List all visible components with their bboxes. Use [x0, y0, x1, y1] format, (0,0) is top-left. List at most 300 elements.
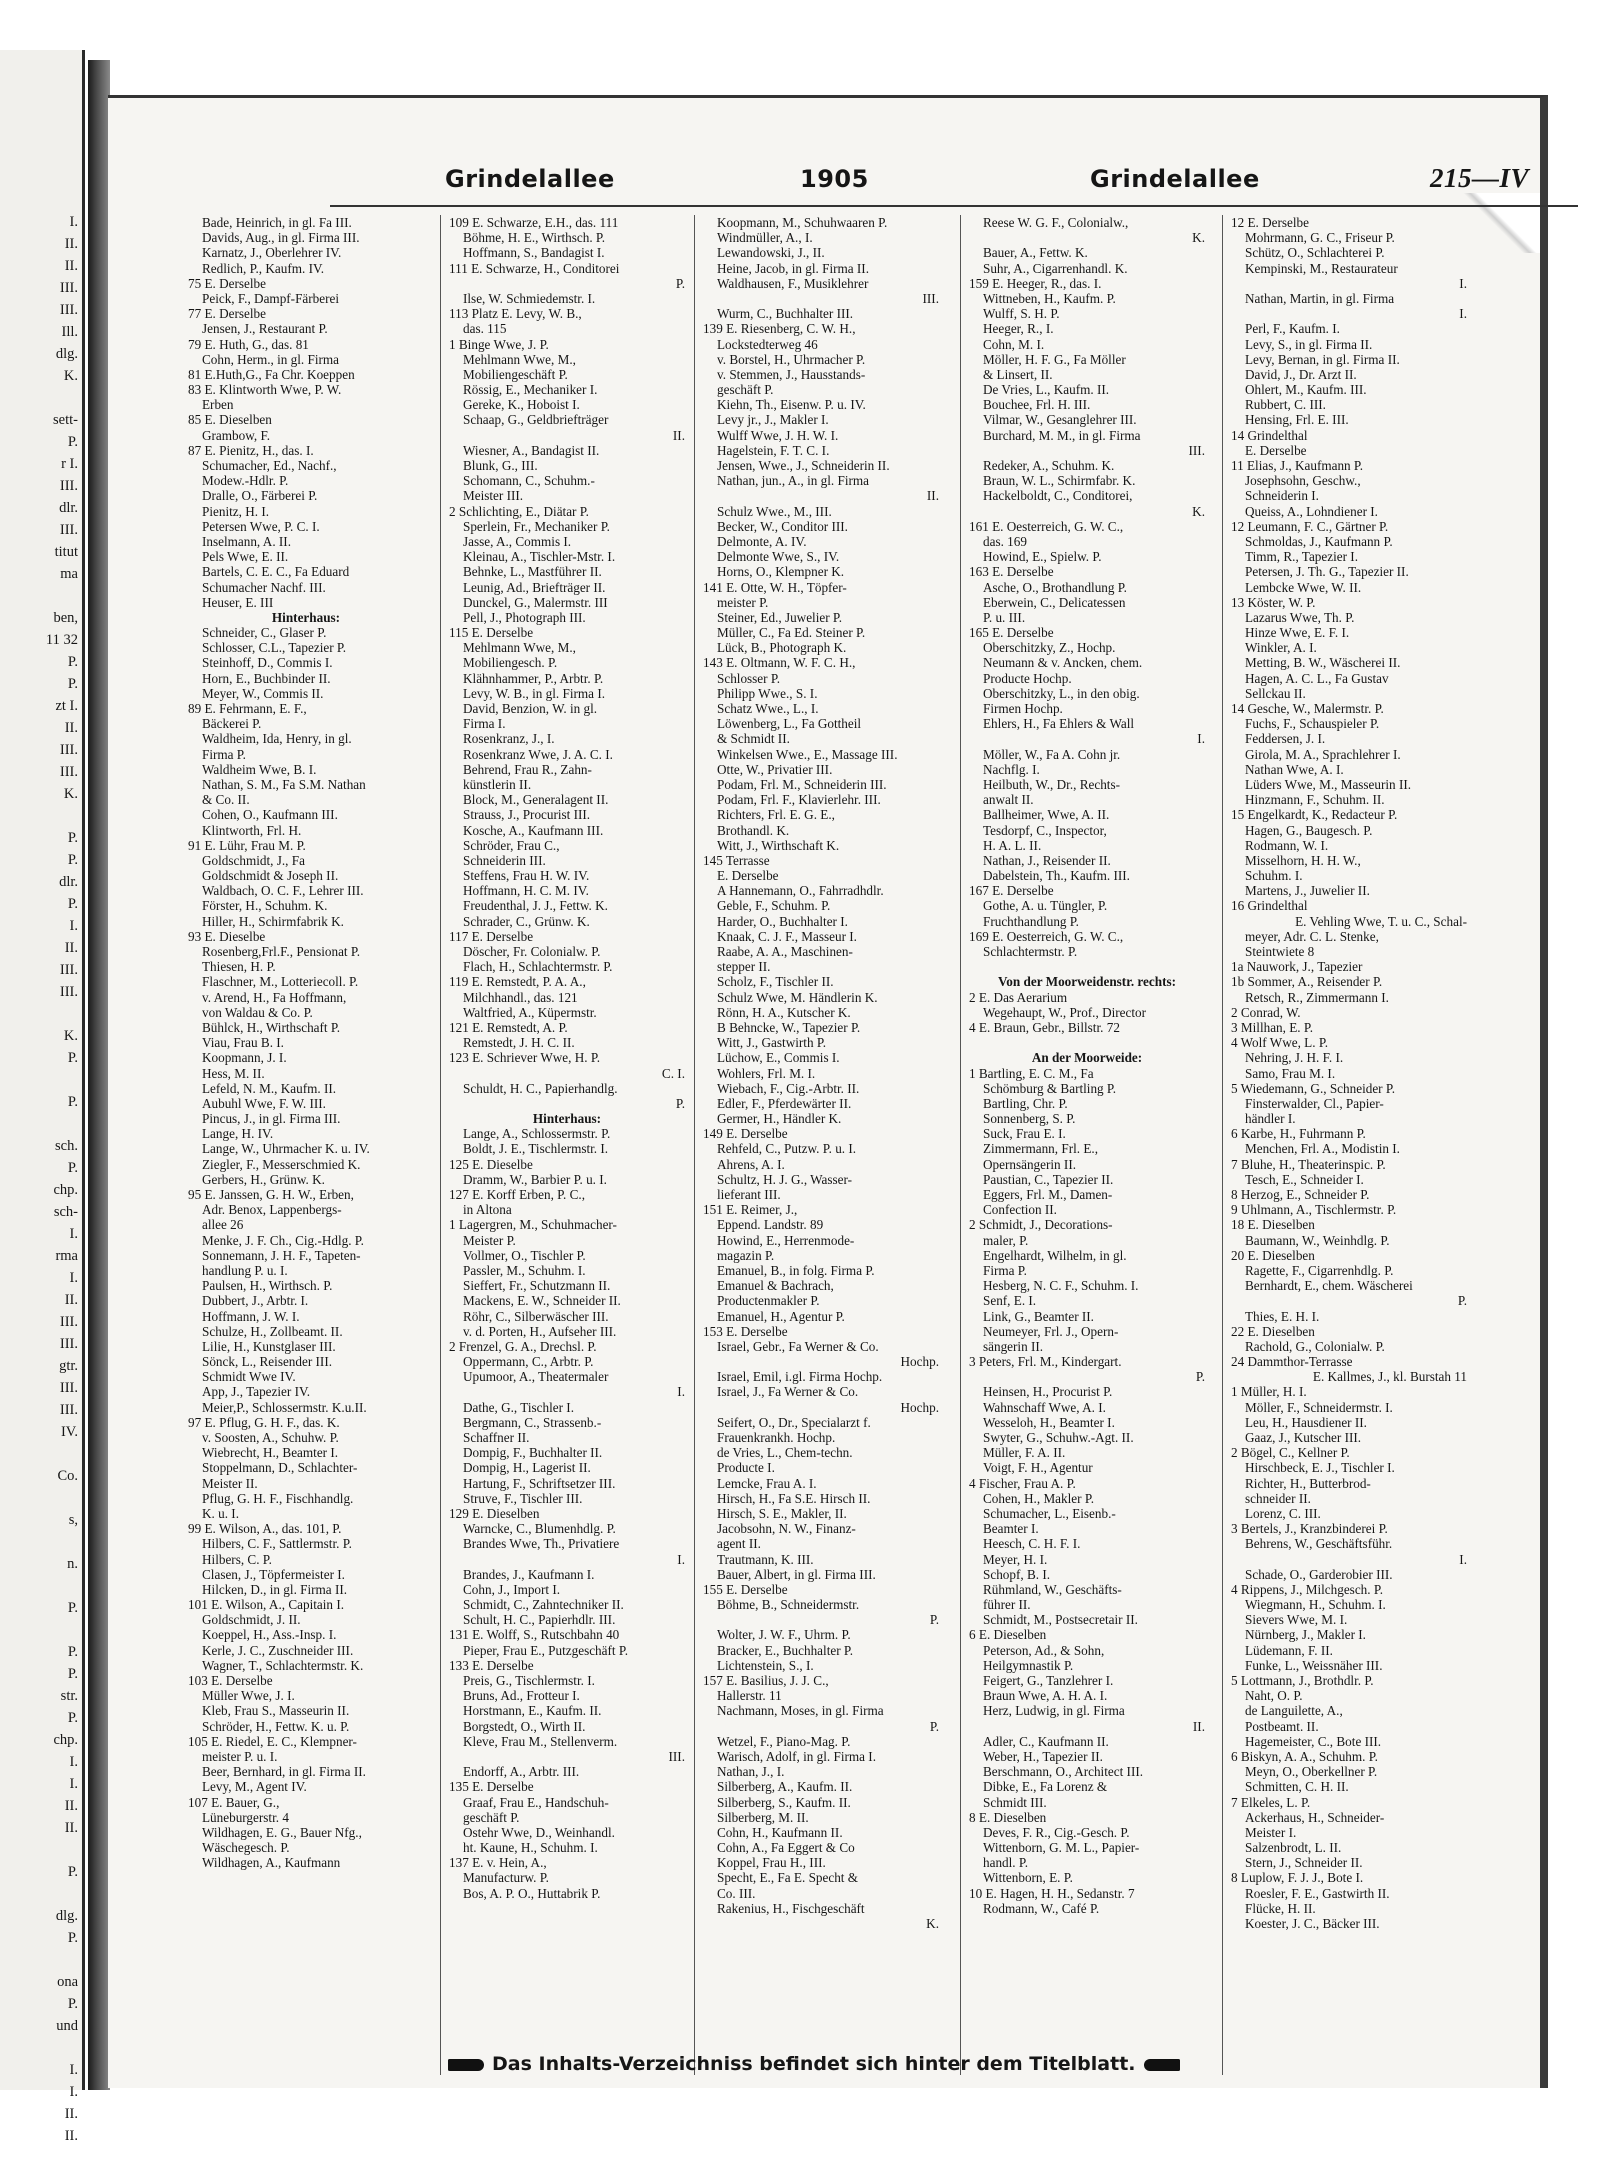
- directory-entry-line: 1 Lagergren, M., Schuhmacher-: [449, 1217, 617, 1233]
- directory-entry-line: Wildhagen, E. G., Bauer Nfg.,: [202, 1824, 362, 1840]
- directory-entry-line: Schuldt, H. C., Papierhandlg.: [463, 1080, 618, 1096]
- directory-entry-line: Upumoor, A., Theatermaler: [463, 1369, 609, 1385]
- directory-entry-line: Bühlck, H., Wirthschaft P.: [202, 1019, 341, 1035]
- directory-entry-line: Lüders Wwe, M., Masseurin II.: [1245, 776, 1412, 792]
- directory-column-3: [703, 215, 939, 2075]
- directory-entry-line: 2 Conrad, W.: [1231, 1004, 1301, 1020]
- directory-entry-line: 16 Grindelthal: [1231, 898, 1308, 914]
- previous-page-fragment: P.: [67, 676, 78, 692]
- previous-page-fragment: I.: [69, 1754, 78, 1770]
- previous-page-fragment: und: [56, 2018, 78, 2034]
- directory-entry-line: Girola, M. A., Sprachlehrer I.: [1245, 746, 1401, 762]
- directory-entry-line: 14 Gesche, W., Malermstr. P.: [1231, 701, 1384, 716]
- directory-entry-line: Heeger, R., I.: [983, 321, 1054, 337]
- previous-page-fragment: III.: [59, 1380, 78, 1396]
- directory-entry-line: 91 E. Lühr, Frau M. P.: [188, 837, 306, 853]
- directory-entry-line: Heilbuth, W., Dr., Rechts-: [983, 776, 1120, 792]
- directory-entry-line: Waltfried, A., Küpermstr.: [463, 1004, 597, 1020]
- directory-entry-line: Germer, H., Händler K.: [717, 1111, 842, 1127]
- directory-entry-line: Richters, Frl. E. G. E.,: [717, 807, 835, 823]
- directory-entry-line: Freudenthal, J. J., Fettw. K.: [463, 898, 608, 914]
- directory-entry-line: 9 Uhlmann, A., Tischlermstr. P.: [1231, 1202, 1397, 1218]
- directory-entry-line: Warisch, Adolf, in gl. Firma I.: [717, 1748, 876, 1764]
- directory-entry-line: 89 E. Fehrmann, E. F.,: [188, 701, 307, 716]
- directory-entry-line: Borgstedt, O., Wirth II.: [463, 1718, 586, 1734]
- directory-entry-line: Röhr, C., Silberwäscher III.: [463, 1308, 609, 1324]
- directory-entry-line: 14 Grindelthal: [1231, 427, 1308, 443]
- directory-entry-line: Podam, Frl. F., Klavierlehr. III.: [717, 792, 881, 808]
- directory-entry-line: P.: [1457, 1293, 1467, 1309]
- directory-entry-line: 133 E. Derselbe: [449, 1657, 534, 1673]
- directory-entry-line: 93 E. Dieselbe: [188, 928, 266, 944]
- directory-entry-line: Jacobsohn, N. W., Finanz-: [717, 1521, 856, 1537]
- directory-entry-line: Oberschitzky, L., in den obig.: [983, 685, 1140, 701]
- page-header: [0, 165, 1600, 195]
- directory-entry-line: H. A. L. II.: [983, 837, 1042, 853]
- directory-entry-line: Sievers Wwe, M. I.: [1245, 1612, 1348, 1628]
- directory-entry-line: Davids, Aug., in gl. Firma III.: [202, 230, 360, 246]
- directory-entry-line: Pieper, Frau E., Putzgeschäft P.: [463, 1642, 629, 1658]
- directory-entry-line: 131 E. Wolff, S., Rutschbahn 40: [449, 1627, 620, 1643]
- directory-entry-line: Möller, F., Schneidermstr. I.: [1245, 1399, 1393, 1415]
- directory-entry-line: Schröder, Frau C.,: [463, 837, 560, 853]
- directory-entry-line: 121 E. Remstedt, A. P.: [449, 1019, 568, 1035]
- directory-entry-line: & Co. II.: [202, 792, 250, 808]
- directory-entry-line: 151 E. Reimer, J.,: [703, 1202, 798, 1218]
- directory-entry-line: P.: [929, 1718, 939, 1734]
- directory-entry-line: meister P.: [717, 594, 769, 610]
- directory-entry-line: Viau, Frau B. I.: [202, 1035, 284, 1051]
- directory-entry-line: Schumacher, L., Eisenb.-: [983, 1505, 1116, 1521]
- directory-entry-line: Hartung, F., Schriftsetzer III.: [463, 1475, 616, 1491]
- directory-entry-line: Weber, H., Tapezier II.: [983, 1748, 1103, 1764]
- directory-entry-line: Karnatz, J., Oberlehrer IV.: [202, 245, 342, 261]
- directory-entry-line: 4 Rippens, J., Milchgesch. P.: [1231, 1581, 1384, 1597]
- directory-entry-line: v. d. Porten, H., Aufseher III.: [463, 1323, 617, 1339]
- directory-entry-line: Koppel, Frau H., III.: [717, 1855, 826, 1871]
- directory-entry-line: Petersen, J. Th. G., Tapezier II.: [1245, 564, 1409, 580]
- directory-entry-line: 83 E. Klintworth Wwe, P. W.: [188, 382, 342, 398]
- directory-entry-line: Hilbers, C. P.: [202, 1551, 272, 1567]
- directory-entry-line: Adr. Benox, Lappenbergs-: [202, 1202, 342, 1218]
- directory-entry-line: Wolter, J. W. F., Uhrm. P.: [717, 1627, 851, 1643]
- directory-entry-line: Redeker, A., Schuhm. K.: [983, 458, 1115, 473]
- previous-page-fragment: P.: [67, 830, 78, 846]
- directory-entry-line: das. 115: [463, 321, 507, 337]
- directory-entry-line: Levy, S., in gl. Firma II.: [1245, 336, 1373, 352]
- directory-entry-line: Leunig, Ad., Briefträger II.: [463, 579, 606, 595]
- previous-page-fragment: III.: [59, 302, 78, 318]
- directory-entry-line: v. Soosten, A., Schuhw. P.: [202, 1430, 339, 1445]
- directory-entry-line: Rehfeld, C., Putzw. P. u. I.: [717, 1141, 857, 1157]
- directory-entry-line: Postbeamt. II.: [1245, 1718, 1319, 1734]
- directory-entry-line: Schneiderin I.: [1245, 488, 1319, 504]
- directory-entry-line: E. Vehling Wwe, T. u. C., Schal-: [1295, 913, 1467, 929]
- directory-entry-line: Jasse, A., Commis I.: [463, 533, 572, 549]
- directory-entry-line: Clasen, J., Töpfermeister I.: [202, 1566, 345, 1582]
- directory-entry-line: Dabelstein, Th., Kaufm. III.: [983, 868, 1130, 884]
- directory-entry-line: Goldschmidt & Joseph II.: [202, 868, 339, 884]
- directory-entry-line: Leu, H., Hausdiener II.: [1245, 1414, 1367, 1430]
- directory-entry-line: Müller, F. A. II.: [983, 1445, 1066, 1461]
- directory-entry-line: Philipp Wwe., S. I.: [717, 685, 818, 701]
- directory-entry-line: Specht, E., Fa E. Specht &: [717, 1870, 859, 1886]
- directory-entry-line: Silberberg, A., Kaufm. II.: [717, 1779, 853, 1795]
- previous-page-fragment: sett-: [53, 412, 78, 428]
- directory-entry-line: Geble, F., Schuhm. P.: [717, 898, 831, 914]
- directory-entry-line: Emanuel, H., Agentur P.: [717, 1308, 845, 1324]
- previous-page-fragment: ben,: [53, 610, 78, 626]
- directory-entry-line: Schmidt III.: [983, 1794, 1047, 1810]
- directory-entry-line: Ballheimer, Wwe, A. II.: [983, 807, 1110, 823]
- directory-entry-line: Schulze, H., Zollbeamt. II.: [202, 1323, 343, 1339]
- previous-page-fragment: P.: [67, 1160, 78, 1176]
- directory-entry-line: Kempinski, M., Restaurateur: [1245, 260, 1398, 276]
- directory-entry-line: Modew.-Hdlr. P.: [202, 473, 289, 489]
- directory-entry-line: Rakenius, H., Fischgeschäft: [717, 1900, 865, 1916]
- directory-entry-line: Feddersen, J. I.: [1245, 731, 1326, 747]
- directory-entry-line: Gaaz, J., Kutscher III.: [1245, 1430, 1362, 1445]
- directory-entry-line: Menke, J. F. Ch., Cig.-Hdlg. P.: [202, 1232, 364, 1248]
- directory-entry-line: K.: [1192, 503, 1205, 519]
- column-divider: [694, 215, 695, 2075]
- directory-entry-line: Oppermann, C., Arbtr. P.: [463, 1354, 594, 1370]
- directory-entry-line: Graaf, Frau E., Handschuh-: [463, 1794, 609, 1810]
- directory-entry-line: 119 E. Remstedt, P. A. A.,: [449, 974, 586, 990]
- directory-entry-line: Ahrens, A. I.: [717, 1156, 785, 1172]
- directory-entry-line: Schuhm. I.: [1245, 868, 1303, 884]
- directory-entry-line: Ragette, F., Cigarrenhdlg. P.: [1245, 1262, 1394, 1278]
- previous-page-fragment: s,: [68, 1512, 78, 1528]
- directory-entry-line: Witt, J., Gastwirth P.: [717, 1035, 827, 1051]
- directory-entry-line: Schlosser P.: [717, 670, 781, 686]
- directory-entry-line: stepper II.: [717, 959, 771, 975]
- directory-entry-line: Fruchthandlung P.: [983, 913, 1079, 929]
- directory-entry-line: III.: [922, 290, 939, 306]
- directory-entry-line: Voigt, F. H., Agentur: [983, 1460, 1093, 1476]
- directory-entry-line: Lüdemann, F. II.: [1245, 1642, 1333, 1658]
- directory-entry-line: 149 E. Derselbe: [703, 1126, 788, 1142]
- directory-entry-line: & Linsert, II.: [983, 366, 1053, 382]
- directory-entry-line: Herz, Ludwig, in gl. Firma: [983, 1703, 1125, 1719]
- directory-entry-line: Ehlers, H., Fa Ehlers & Wall: [983, 716, 1135, 732]
- directory-entry-line: Pell, J., Photograph III.: [463, 609, 586, 625]
- directory-entry-line: Wiesner, A., Bandagist II.: [463, 442, 600, 458]
- directory-entry-line: Steinhoff, D., Commis I.: [202, 655, 333, 671]
- directory-entry-line: Perl, F., Kaufm. I.: [1245, 321, 1340, 337]
- directory-entry-line: Koeppel, H., Ass.-Insp. I.: [202, 1627, 337, 1643]
- directory-entry-line: Firma P.: [202, 746, 246, 762]
- directory-entry-line: Dibke, E., Fa Lorenz &: [983, 1779, 1108, 1795]
- directory-entry-line: Hiller, H., Schirmfabrik K.: [202, 913, 344, 929]
- directory-entry-line: Paustian, C., Tapezier II.: [983, 1171, 1114, 1187]
- directory-entry-line: Raabe, A. A., Maschinen-: [717, 944, 853, 959]
- directory-entry-line: Böhme, B., Schneidermstr.: [717, 1597, 860, 1613]
- previous-page-fragment: str.: [60, 1688, 78, 1704]
- directory-entry-line: 87 E. Pienitz, H., das. I.: [188, 442, 314, 458]
- directory-entry-line: Klintworth, Frl. H.: [202, 822, 302, 838]
- directory-entry-line: Flach, H., Schlachtermstr. P.: [463, 959, 613, 975]
- previous-page-fragment: P.: [67, 434, 78, 450]
- directory-entry-line: Swyter, G., Schuhw.-Agt. II.: [983, 1430, 1134, 1445]
- directory-entry-line: 165 E. Derselbe: [969, 625, 1054, 641]
- directory-entry-line: I.: [1459, 275, 1467, 291]
- directory-entry-line: Von der Moorweidenstr. rechts:: [997, 974, 1176, 990]
- previous-page-fragment: III.: [59, 1314, 78, 1330]
- directory-entry-line: 139 E. Riesenberg, C. W. H.,: [703, 321, 856, 337]
- header-page-number: 215—IV: [1430, 163, 1530, 193]
- directory-entry-line: 1a Nauwork, J., Tapezier: [1231, 959, 1363, 975]
- directory-entry-line: Metting, B. W., Wäscherei II.: [1245, 655, 1401, 671]
- directory-entry-line: 75 E. Derselbe: [188, 275, 266, 291]
- directory-entry-line: Mehlmann Wwe, M.,: [463, 640, 576, 656]
- previous-page-fragment: Ill.: [61, 324, 78, 340]
- directory-entry-line: Bruns, Ad., Frotteur I.: [463, 1688, 580, 1704]
- directory-entry-line: Producte I.: [717, 1460, 775, 1476]
- directory-entry-line: künstlerin II.: [463, 776, 532, 792]
- directory-entry-line: 5 Lottmann, J., Brothdlr. P.: [1231, 1673, 1374, 1688]
- directory-entry-line: Steiner, Ed., Juwelier P.: [717, 609, 843, 625]
- directory-entry-line: Förster, H., Schuhm. K.: [202, 898, 328, 914]
- directory-entry-line: Tesdorpf, C., Inspector,: [983, 822, 1107, 838]
- directory-entry-line: II.: [926, 488, 939, 504]
- directory-entry-line: führer II.: [983, 1597, 1031, 1613]
- directory-entry-line: 2 Schmidt, J., Decorations-: [969, 1217, 1113, 1233]
- directory-entry-line: P.: [675, 275, 685, 291]
- directory-entry-line: Frauenkrankh. Hochp.: [717, 1430, 836, 1445]
- directory-entry-line: Schulz Wwe, M. Händlerin K.: [717, 989, 878, 1005]
- directory-entry-line: Löwenberg, L., Fa Gottheil: [717, 716, 862, 732]
- directory-entry-line: Schaap, G., Geldbriefträger: [463, 412, 609, 428]
- directory-entry-line: Koester, J. C., Bäcker III.: [1245, 1916, 1380, 1931]
- directory-entry-line: Steffens, Frau H. W. IV.: [463, 868, 590, 884]
- directory-entry-line: David, J., Dr. Arzt II.: [1245, 366, 1357, 382]
- directory-entry-line: Hackelboldt, C., Conditorei,: [983, 488, 1133, 504]
- previous-page-fragment: III.: [59, 478, 78, 494]
- directory-entry-line: Opernsängerin II.: [983, 1156, 1077, 1172]
- directory-entry-line: Möller, H. F. G., Fa Möller: [983, 351, 1126, 367]
- directory-entry-line: Stern, J., Schneider II.: [1245, 1855, 1363, 1871]
- directory-entry-line: Senf, E. I.: [983, 1293, 1037, 1309]
- directory-entry-line: Dramm, W., Barbier P. u. I.: [463, 1171, 607, 1187]
- directory-entry-line: Bos, A. P. O., Huttabrik P.: [463, 1885, 601, 1901]
- directory-entry-line: E. Derselbe: [717, 868, 779, 884]
- previous-page-fragment: ma: [60, 566, 78, 582]
- directory-entry-line: Link, G., Beamter II.: [983, 1308, 1094, 1324]
- directory-entry-line: Wohlers, Frl. M. I.: [717, 1065, 816, 1081]
- previous-page-fragment: III.: [59, 764, 78, 780]
- directory-entry-line: Ziegler, F., Messerschmied K.: [202, 1156, 361, 1172]
- previous-page-fragment: II.: [64, 1798, 78, 1814]
- directory-entry-line: 2 Bögel, C., Kellner P.: [1231, 1445, 1350, 1461]
- directory-entry-line: von Waldau & Co. P.: [202, 1004, 313, 1020]
- directory-entry-line: P.: [1195, 1369, 1205, 1385]
- directory-entry-line: Schlachtermstr. P.: [983, 944, 1078, 959]
- directory-entry-line: Schatz Wwe., L., I.: [717, 701, 819, 716]
- directory-entry-line: 79 E. Huth, G., das. 81: [188, 336, 309, 352]
- directory-entry-line: 125 E. Dieselbe: [449, 1156, 533, 1172]
- directory-entry-line: A Hannemann, O., Fahrradhdlr.: [717, 883, 884, 899]
- directory-entry-line: Finsterwalder, Cl., Papier-: [1245, 1095, 1384, 1111]
- directory-entry-line: Winkelsen Wwe., E., Massage III.: [717, 746, 898, 762]
- previous-page-fragment: I.: [69, 1270, 78, 1286]
- directory-entry-line: Nachmann, Moses, in gl. Firma: [717, 1703, 884, 1719]
- directory-entry-line: Goldschmidt, J. II.: [202, 1612, 301, 1628]
- directory-entry-line: 99 E. Wilson, A., das. 101, P.: [188, 1521, 342, 1537]
- directory-entry-line: Waldhausen, F., Musiklehrer: [717, 275, 869, 291]
- directory-entry-line: Nürnberg, J., Makler I.: [1245, 1627, 1366, 1643]
- directory-entry-line: Remstedt, J. H. C. II.: [463, 1035, 575, 1051]
- directory-entry-line: Manufacturw. P.: [463, 1870, 549, 1886]
- directory-entry-line: Hoffmann, S., Bandagist I.: [463, 245, 605, 261]
- directory-entry-line: Wäschegesch. P.: [202, 1840, 290, 1856]
- directory-entry-line: Horstmann, E., Kaufm. II.: [463, 1703, 602, 1719]
- directory-entry-line: Brandes Wwe, Th., Privatiere: [463, 1536, 620, 1552]
- directory-entry-line: Levy, Bernan, in gl. Firma II.: [1245, 351, 1400, 367]
- directory-entry-line: Passler, M., Schuhm. I.: [463, 1262, 586, 1278]
- directory-entry-line: Kerle, J. C., Zuschneider III.: [202, 1642, 354, 1658]
- directory-entry-line: Sonnenberg, S. P.: [983, 1111, 1076, 1127]
- directory-entry-line: E. Kallmes, J., kl. Burstah 11: [1312, 1369, 1467, 1385]
- directory-entry-line: Sperlein, Fr., Mechaniker P.: [463, 518, 610, 534]
- directory-entry-line: 4 E. Braun, Gebr., Billstr. 72: [969, 1019, 1120, 1035]
- directory-entry-line: Hirschbeck, E. J., Tischler I.: [1245, 1460, 1395, 1476]
- directory-entry-line: Hesberg, N. C. F., Schuhm. I.: [983, 1278, 1139, 1294]
- directory-entry-line: Bracker, E., Buchhalter P.: [717, 1642, 854, 1658]
- directory-entry-line: Bauer, A., Fettw. K.: [983, 245, 1088, 261]
- directory-entry-line: Cohen, H., Makler P.: [983, 1490, 1094, 1506]
- directory-entry-line: Wulff, S. H. P.: [983, 306, 1060, 322]
- previous-page-fragment: sch-: [53, 1204, 78, 1220]
- directory-entry-line: 8 Luplow, F. J. J., Bote I.: [1231, 1870, 1364, 1886]
- directory-entry-line: Schumacher Nachf. III.: [202, 579, 326, 595]
- directory-entry-line: Nathan, Martin, in gl. Firma: [1245, 290, 1395, 306]
- directory-entry-line: Lemcke, Frau A. I.: [717, 1475, 817, 1491]
- directory-entry-line: K. u. I.: [202, 1505, 239, 1521]
- directory-entry-line: Dunckel, G., Malermstr. III: [463, 594, 608, 610]
- directory-entry-line: Strauss, J., Procurist III.: [463, 807, 591, 823]
- directory-entry-line: Waldbach, O. C. F., Lehrer III.: [202, 883, 364, 899]
- directory-entry-line: Müller Wwe, J. I.: [202, 1688, 295, 1704]
- directory-entry-line: 5 Wiedemann, G., Schneider P.: [1231, 1080, 1396, 1096]
- directory-entry-line: Redlich, P., Kaufm. IV.: [202, 260, 325, 276]
- directory-entry-line: Menchen, Frl. A., Modistin I.: [1245, 1141, 1400, 1157]
- directory-entry-line: Israel, Gebr., Fa Werner & Co.: [717, 1338, 879, 1354]
- directory-entry-line: 18 E. Dieselben: [1231, 1217, 1315, 1233]
- directory-entry-line: geschäft P.: [463, 1809, 520, 1825]
- directory-entry-line: 163 E. Derselbe: [969, 564, 1054, 580]
- directory-entry-line: Rosenkranz Wwe, J. A. C. I.: [463, 746, 613, 762]
- directory-entry-line: Suck, Frau E. I.: [983, 1126, 1066, 1142]
- directory-entry-line: Nathan, J., Reisender II.: [983, 852, 1111, 868]
- directory-entry-line: Wesseloh, H., Beamter I.: [983, 1414, 1115, 1430]
- directory-entry-line: Funke, L., Weissnäher III.: [1245, 1657, 1383, 1673]
- directory-entry-line: Sönck, L., Reisender III.: [202, 1354, 333, 1370]
- directory-entry-line: II.: [1192, 1718, 1205, 1734]
- directory-entry-line: Thiesen, H. P.: [202, 959, 276, 975]
- directory-entry-line: handl. P.: [983, 1855, 1029, 1871]
- directory-entry-line: App, J., Tapezier IV.: [202, 1384, 311, 1400]
- directory-entry-line: Behnke, L., Mastführer II.: [463, 564, 602, 580]
- directory-entry-line: Mobiliengesch. P.: [463, 655, 558, 671]
- directory-entry-line: [969, 959, 1205, 974]
- directory-entry-line: 137 E. v. Hein, A.,: [449, 1855, 547, 1871]
- directory-entry-line: Delmonte Wwe, S., IV.: [717, 549, 840, 565]
- previous-page-fragment: I.: [69, 214, 78, 230]
- header-right-street: Grindelallee: [1090, 165, 1260, 193]
- directory-entry-line: Schmitten, C. H. II.: [1245, 1779, 1349, 1795]
- directory-entry-line: Mehlmann Wwe, M.,: [463, 351, 576, 367]
- previous-page-fragment: gtr.: [59, 1358, 78, 1374]
- directory-entry-line: 12 E. Derselbe: [1231, 215, 1309, 230]
- previous-page-fragment: III.: [59, 962, 78, 978]
- directory-entry-line: lieferant III.: [717, 1187, 781, 1202]
- directory-entry-line: I.: [677, 1551, 685, 1567]
- directory-entry-line: Emanuel & Bachrach,: [717, 1278, 834, 1294]
- directory-entry-line: Seifert, O., Dr., Specialarzt f.: [717, 1414, 871, 1430]
- directory-entry-line: Schmidt Wwe IV.: [202, 1369, 296, 1385]
- directory-entry-line: Wildhagen, A., Kaufmann: [202, 1855, 341, 1871]
- directory-entry-line: Hagelstein, F. T. C. I.: [717, 442, 830, 458]
- directory-entry-line: Rühmland, W., Geschäfts-: [983, 1581, 1122, 1597]
- directory-entry-line: Horn, E., Buchbinder II.: [202, 670, 331, 686]
- directory-entry-line: Lembcke Wwe, W. II.: [1245, 579, 1362, 595]
- directory-entry-line: Meier,P., Schlossermstr. K.u.II.: [202, 1399, 367, 1415]
- directory-entry-line: Boldt, J. E., Tischlermstr. I.: [463, 1141, 609, 1157]
- directory-entry-line: Baumann, W., Weinhdlg. P.: [1245, 1232, 1390, 1248]
- column-divider: [960, 215, 961, 2075]
- previous-page-fragment: P.: [67, 1710, 78, 1726]
- previous-page-fragment: II.: [64, 1292, 78, 1308]
- directory-entry-line: Confection II.: [983, 1202, 1057, 1218]
- directory-entry-line: 155 E. Derselbe: [703, 1581, 788, 1597]
- directory-entry-line: 2 E. Das Aerarium: [969, 989, 1068, 1005]
- pointing-hand-icon: [1144, 2059, 1180, 2071]
- directory-entry-line: Rachold, G., Colonialw. P.: [1245, 1338, 1385, 1354]
- directory-entry-line: I.: [677, 1384, 685, 1400]
- directory-entry-line: Hinterhaus:: [532, 1111, 602, 1127]
- directory-entry-line: 10 E. Hagen, H. H., Sedanstr. 7: [969, 1885, 1135, 1901]
- directory-entry-line: Richter, H., Butterbrod-: [1245, 1475, 1371, 1491]
- directory-entry-line: Wulff Wwe, J. H. W. I.: [717, 427, 839, 443]
- previous-page-fragment: III.: [59, 522, 78, 538]
- directory-entry-line: Becker, W., Conditor III.: [717, 518, 848, 534]
- directory-entry-line: Witt, J., Wirthschaft K.: [717, 837, 840, 853]
- directory-entry-line: Koopmann, J. I.: [202, 1050, 287, 1066]
- directory-entry-line: Meyn, O., Oberkellner P.: [1245, 1764, 1378, 1780]
- directory-entry-line: 169 E. Oesterreich, G. W. C.,: [969, 928, 1124, 944]
- directory-entry-line: 15 Engelkardt, K., Redacteur P.: [1231, 807, 1398, 823]
- previous-page-fragment: IV.: [60, 1424, 78, 1440]
- directory-entry-line: 97 E. Pflug, G. H. F., das. K.: [188, 1414, 340, 1430]
- previous-page-fragment: dlg.: [55, 346, 78, 362]
- directory-entry-line: Kleb, Frau S., Masseurin II.: [202, 1703, 350, 1719]
- directory-entry-line: 11 Elias, J., Kaufmann P.: [1231, 458, 1364, 473]
- directory-entry-line: Bartels, C. E. C., Fa Eduard: [202, 564, 350, 580]
- directory-entry-line: Neumann & v. Ancken, chem.: [983, 655, 1143, 671]
- directory-entry-line: [969, 1035, 1205, 1050]
- directory-entry-line: Block, M., Generalagent II.: [463, 792, 609, 808]
- directory-entry-line: handlung P. u. I.: [202, 1262, 288, 1278]
- directory-entry-line: Heine, Jacob, in gl. Firma II.: [717, 260, 869, 276]
- directory-entry-line: 81 E.Huth,G., Fa Chr. Koeppen: [188, 366, 355, 382]
- previous-page-fragment: dlg.: [55, 1908, 78, 1924]
- directory-entry-line: Producte Hochp.: [983, 670, 1072, 686]
- directory-entry-line: allee 26: [202, 1217, 244, 1233]
- directory-entry-line: Trautmann, K. III.: [717, 1551, 814, 1567]
- directory-entry-line: v. Stemmen, J., Hausstands-: [717, 366, 866, 382]
- directory-entry-line: Hirsch, S. E., Makler, II.: [717, 1505, 847, 1521]
